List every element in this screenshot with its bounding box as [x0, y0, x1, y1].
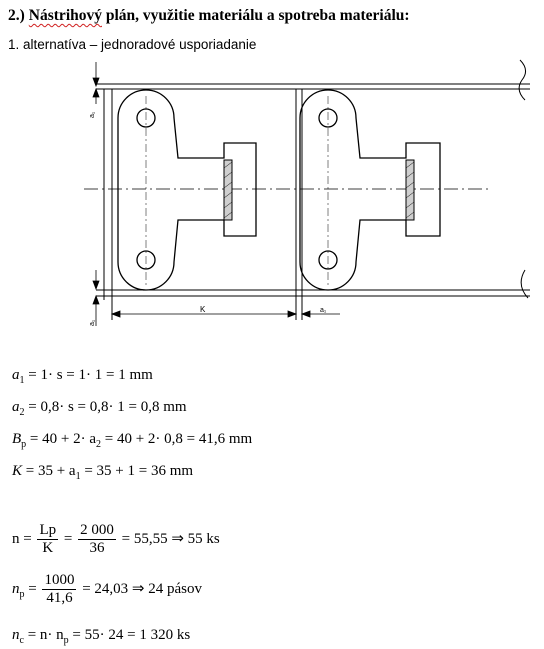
label-K: K — [200, 305, 206, 314]
heading-rest: plán, využitie materiálu a spotreba materiálu: — [102, 7, 410, 24]
equation-n: n = $\frac{Lp}{K}$ = $\frac{2 000}{36}$ = 55,55 ⇒ 55 ks — [12, 522, 220, 556]
subheading: 1. alternatíva – jednoradové usporiadanie — [8, 37, 257, 52]
equation-a1: $a_1 = 1\cdot s = 1\cdot 1 = 1$ mm — [12, 367, 153, 386]
heading-number: 2.) — [8, 7, 25, 24]
heading-misspelled-word: Nástrihový — [28, 7, 102, 24]
label-a1-top: a₁ — [89, 111, 96, 118]
equation-k: $K = 35 + a_1 = 35 + 1 = 36$ mm — [12, 463, 194, 482]
equation-a2: $a_2 = 0,8\cdot s = 0,8\cdot 1 = 0,8$ mm — [12, 399, 187, 418]
label-a1-bottom: a₁ — [89, 319, 96, 326]
equation-nc: $n_c = n\cdot n_p = 55\cdot 24 = 1$ 320 ks — [12, 627, 191, 646]
equation-np: $n_p$ = $\frac{1000}{41,6}$ = 24,03 ⇒ 24 pásov — [12, 572, 202, 606]
equation-bp: $B_p = 40 + 2\cdot a_2 = 40 + 2\cdot 0,8 = 41,6$ mm — [12, 431, 253, 450]
label-a1-right: a₁ — [320, 307, 327, 314]
